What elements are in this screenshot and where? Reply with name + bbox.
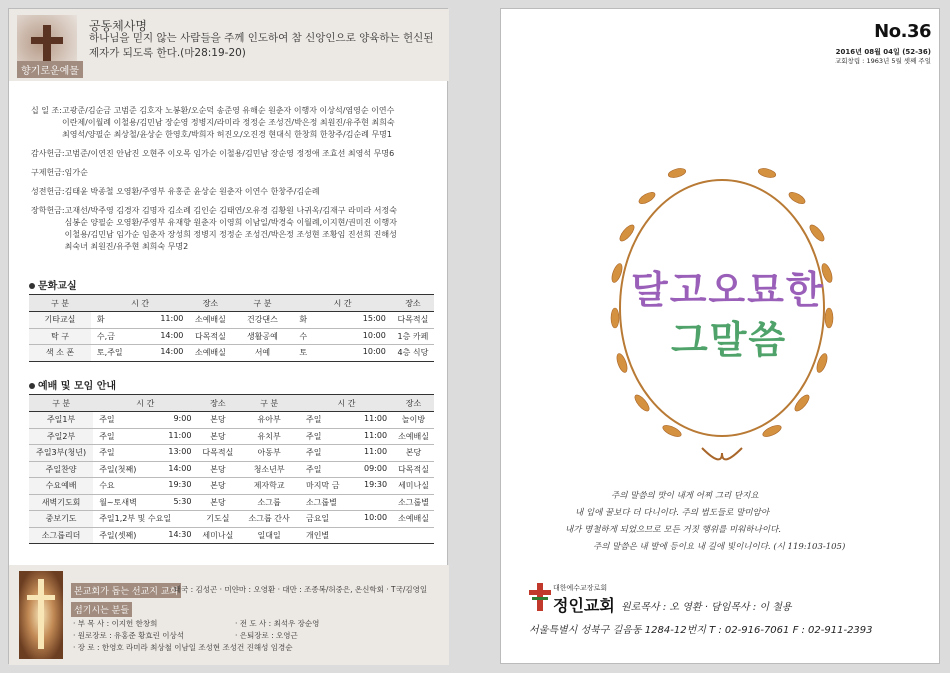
verse-line: 내가 명철하게 되었으므로 모든 거짓 행위를 미워하나이다. (565, 525, 781, 535)
table-header: 시 간 (93, 395, 197, 412)
day-text: 수 (299, 331, 308, 341)
time-text: 11:00 (363, 414, 388, 424)
church-name: 정인교회 (553, 596, 615, 615)
time-cell (93, 527, 197, 544)
time-text: 14:00 (160, 347, 184, 357)
table-row (29, 412, 434, 429)
time-cell (93, 511, 197, 528)
verse-line: 주의 말씀은 내 발에 등이요 내 길에 빛이니이다. (시 119:103-105) (593, 542, 846, 552)
table-header: 구 분 (29, 395, 93, 412)
table-cell: 일대일 (238, 527, 300, 544)
time-cell (93, 478, 197, 495)
founding-date: 교회창립 : 1963년 5월 셋째 주일 (835, 57, 931, 65)
servers-line: · 원로장로 : 유홍준 황효린 이상석 (73, 631, 185, 640)
time-text: 11:00 (363, 447, 388, 457)
cover-page (500, 8, 940, 664)
table-cell: 색 소 폰 (29, 345, 91, 362)
table-cell: 소그룹 간사 (238, 511, 300, 528)
day-text: 주일 (305, 448, 322, 458)
table-row (29, 328, 434, 345)
table-row (29, 445, 434, 462)
table-cell: 주일찬양 (29, 461, 93, 478)
table-row (29, 428, 434, 445)
table-cell: 본당 (197, 478, 238, 495)
time-cell (93, 494, 197, 511)
day-text: 주일 (99, 431, 115, 441)
table-header: 시 간 (91, 295, 189, 312)
missions-tab: 본교회가 돕는 선교지 교회 (71, 583, 181, 598)
time-text: 10:00 (362, 347, 386, 357)
time-cell (300, 461, 393, 478)
denomination: 대한예수교장로회 (553, 584, 608, 592)
table-cell: 기타교실 (29, 312, 91, 329)
table-cell: 유치부 (238, 428, 300, 445)
time-cell (91, 345, 189, 362)
worship-table (29, 394, 434, 544)
table-cell: 탁 구 (29, 328, 91, 345)
offering-row: 구제헌금: 임가순 (31, 168, 88, 177)
servers-line: · 전 도 사 : 최석우 장순영 (235, 619, 320, 628)
day-text: 주일(첫째) (99, 464, 137, 474)
table-cell: 주일2부 (29, 428, 93, 445)
time-cell (293, 312, 391, 329)
table-cell: 다목적실 (197, 445, 238, 462)
day-text: 금요일 (305, 514, 330, 524)
table-cell: 본당 (197, 412, 238, 429)
table-cell: 소예배실 (189, 312, 231, 329)
mission-text: 하나님을 믿지 않는 사람들을 주께 인도하여 참 신앙인으로 양육하는 헌신된 제자가 되도록 한다.(마28:19-20) (89, 32, 434, 59)
day-text: 주일 (99, 415, 115, 425)
table-header: 구 분 (231, 295, 293, 312)
table-cell: 소그룹 (238, 494, 300, 511)
table-header: 장소 (393, 395, 434, 412)
time-cell (300, 445, 393, 462)
day-text: 토 (299, 348, 308, 358)
day-text: 주일 (305, 415, 322, 425)
servers-line: · 은퇴장로 : 오영근 (235, 631, 298, 640)
time-cell (93, 412, 197, 429)
time-text: 5:30 (173, 496, 192, 506)
table-cell: 중보기도 (29, 511, 93, 528)
table-row (29, 478, 434, 495)
time-text: 14:00 (160, 330, 184, 340)
table-cell: 제자학교 (238, 478, 300, 495)
culture-table (29, 294, 434, 362)
offering-row: 장학헌금: 고재선/박주영 김경자 김명자 김소례 김인순 김태연/오유경 김황원 나귀옥/김재구 라미라 서정숙 심봉순 양필순 오영환/주영부 유재향 원춘자 이영희 이남일/박경숙 이월례,이지현/권미진 이행자 이철용/김민남 임가순 임춘자 장성희 정병지 정정순 조성건/박은정 조성현 조황임 진선희 진해성 최숙녀 최원진/유주현 최희숙 무명2 (31, 206, 397, 251)
table-cell: 새벽기도회 (29, 494, 93, 511)
time-cell (300, 527, 393, 544)
table-cell: 다목적실 (189, 328, 231, 345)
table-cell: 다목적실 (393, 461, 434, 478)
table-cell: 수요예배 (29, 478, 93, 495)
time-cell (93, 428, 197, 445)
left-page (8, 8, 448, 664)
table-cell: 4층 식당 (392, 345, 434, 362)
table-cell: 기도실 (197, 511, 238, 528)
servers-tab: 섬기시는 분들 (71, 602, 132, 617)
day-text: 소그룹별 (305, 497, 337, 507)
offering-list (31, 105, 441, 260)
table-row (29, 312, 434, 329)
table-cell: 소그룹별 (393, 494, 434, 511)
bullet-icon (29, 283, 35, 289)
table-cell: 유아부 (238, 412, 300, 429)
table-header: 장소 (189, 295, 231, 312)
time-text: 11:00 (363, 430, 388, 440)
church-logo-icon (529, 583, 551, 611)
table-cell: 세미나실 (393, 478, 434, 495)
table-header: 장소 (197, 395, 238, 412)
offering-tab: 향기로운예물 (17, 61, 83, 78)
time-cell (93, 461, 197, 478)
table-row (29, 527, 434, 544)
mission-title: 공동체사명 (89, 19, 147, 33)
table-cell (393, 527, 434, 544)
time-text: 9:00 (173, 414, 192, 424)
offering-row: 십 일 조: 고광준/김순금 고범준 김호자 노봉환/오순덕 송준영 유해순 원춘자 이행자 이상석/염영순 이연수 이란제/이월례 이철용/김민남 장순영 정병지/라미라 정정순 조성건/박은정 최원진/유주현 최희숙 최영석/양필순 최상철/윤상순 한영호/박희자 허진오/오진경 현대식 한창희 한창주/김순례 무명1 (31, 106, 395, 139)
day-text: 마지막 금 (305, 481, 340, 491)
table-cell: 소예배실 (189, 345, 231, 362)
time-text: 11:00 (168, 430, 192, 440)
church-address: 서울특별시 성북구 길음동 1284-12번지 T : 02-916-7061 F : 02-911-2393 (529, 625, 873, 636)
verse-line: 주의 말씀의 맛이 내게 어찌 그리 단지요 (611, 491, 759, 501)
time-text: 14:00 (168, 463, 192, 473)
table-header: 구 분 (29, 295, 91, 312)
table-header: 시 간 (300, 395, 393, 412)
mission-header (9, 9, 449, 81)
day-text: 화 (96, 315, 105, 325)
time-cell (300, 428, 393, 445)
table-row (29, 511, 434, 528)
footer-box (9, 565, 449, 665)
table-header: 시 간 (293, 295, 391, 312)
table-cell: 본당 (197, 461, 238, 478)
table-cell: 소그룹리더 (29, 527, 93, 544)
day-text: 주일(셋째) (99, 530, 137, 540)
offering-row: 감사헌금: 고범준/이연진 안남진 오현주 이오목 임가순 이철용/김민남 장순영 정정애 조효선 최영석 무명6 (31, 149, 395, 158)
day-text: 월~토새벽 (99, 497, 137, 507)
table-cell: 주일1부 (29, 412, 93, 429)
table-row (29, 345, 434, 362)
servers-line: · 장 로 : 한영호 라미라 최상철 이남일 조성현 조성건 진해성 임경순 (73, 643, 293, 652)
verse-line: 내 입에 꿀보다 더 다니이다. 주의 법도들로 말미암아 (575, 508, 770, 518)
table-cell: 소예배실 (393, 511, 434, 528)
time-cell (300, 511, 393, 528)
offering-row: 성전헌금: 김태윤 박종철 오영환/주영부 유홍준 윤상순 원춘자 이연수 한창주/김순례 (31, 187, 320, 196)
time-text: 10:00 (363, 513, 388, 523)
day-text: 주일1,2부 및 수요일 (99, 514, 172, 524)
issue-number: No.36 (874, 21, 931, 42)
time-cell (300, 494, 393, 511)
table-cell: 1층 카페 (392, 328, 434, 345)
culture-heading: 문화교실 (29, 277, 77, 292)
table-cell: 건강댄스 (231, 312, 293, 329)
time-text: 14:30 (168, 529, 192, 539)
issue-date: 2016년 08월 04일 (52-36) (835, 48, 931, 56)
cover-title-line1: 달고오묘한 (631, 268, 825, 312)
day-text: 수요 (99, 481, 115, 491)
table-cell: 본당 (393, 445, 434, 462)
time-cell (91, 328, 189, 345)
day-text: 주일 (99, 448, 115, 458)
time-cell (293, 328, 391, 345)
time-text: 13:00 (168, 447, 192, 457)
servers-line: · 부 목 사 : 이지헌 한창희 (73, 619, 158, 628)
table-cell: 놀이방 (393, 412, 434, 429)
day-text: 주일 (305, 431, 322, 441)
table-header: 구 분 (238, 395, 300, 412)
day-text: 토,주일 (96, 348, 123, 358)
time-cell (300, 478, 393, 495)
time-text: 10:00 (362, 330, 386, 340)
time-text: 15:00 (362, 314, 386, 324)
time-cell (93, 445, 197, 462)
time-cell (91, 312, 189, 329)
table-header: 장소 (392, 295, 434, 312)
time-text: 19:30 (363, 480, 388, 490)
table-cell: 서예 (231, 345, 293, 362)
table-cell: 본당 (197, 494, 238, 511)
time-text: 09:00 (363, 463, 388, 473)
table-cell: 주일3부(청년) (29, 445, 93, 462)
table-row (29, 461, 434, 478)
time-cell (300, 412, 393, 429)
cover-title-line2: 그말씀 (671, 318, 788, 362)
table-cell: 아동부 (238, 445, 300, 462)
missions-text: · 태국 : 김성곤 · 미얀마 : 오영환 · 대만 : 조종복/허중은, 온신학회 · T국/김영일 (169, 585, 428, 594)
day-text: 개인별 (305, 530, 330, 540)
time-cell (293, 345, 391, 362)
day-text: 화 (299, 315, 308, 325)
table-cell: 본당 (197, 428, 238, 445)
worship-heading: 예배 및 모임 안내 (29, 377, 116, 392)
day-text: 주일 (305, 464, 322, 474)
table-cell: 생활공예 (231, 328, 293, 345)
table-cell: 세미나실 (197, 527, 238, 544)
table-cell: 청소년부 (238, 461, 300, 478)
pastors: 원로목사 : 오 영환 · 담임목사 : 이 철용 (621, 602, 792, 613)
table-cell: 다목적실 (392, 312, 434, 329)
table-row (29, 494, 434, 511)
time-text: 19:30 (168, 480, 192, 490)
bullet-icon (29, 383, 35, 389)
time-text: 11:00 (160, 314, 184, 324)
table-cell: 소예배실 (393, 428, 434, 445)
day-text: 수,금 (96, 331, 115, 341)
